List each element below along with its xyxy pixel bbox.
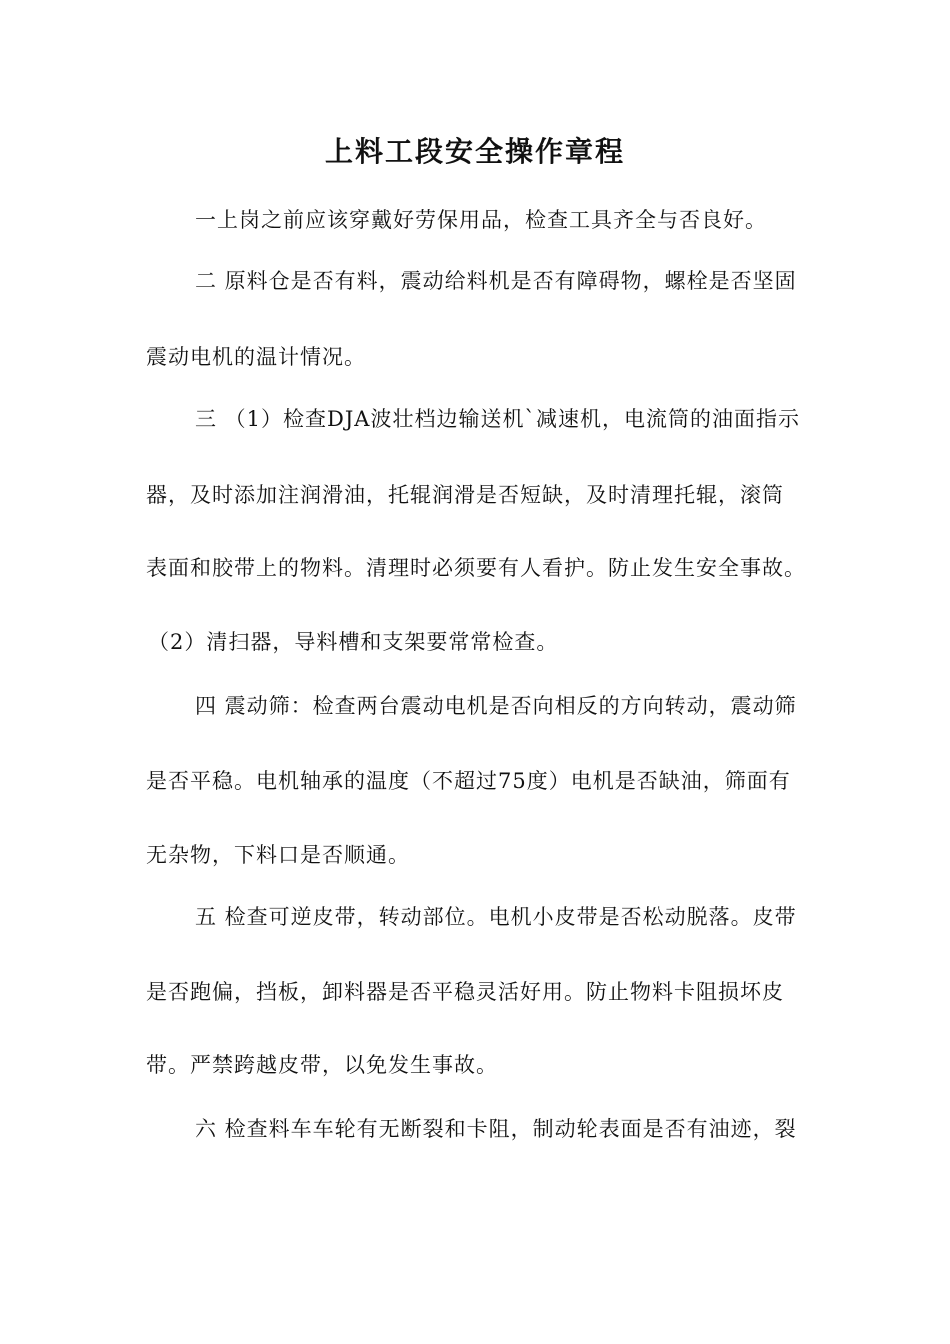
paragraph-line-2: 二 原料仓是否有料，震动给料机是否有障碍物，螺栓是否坚固: [195, 269, 797, 293]
paragraph-line-7: （2）清扫器，导料槽和支架要常常检查。: [148, 630, 559, 654]
paragraph-line-14: 六 检查料车车轮有无断裂和卡阻，制动轮表面是否有油迹，裂: [195, 1117, 797, 1141]
paragraph-line-9: 是否平稳。电机轴承的温度（不超过75度）电机是否缺油，筛面有: [146, 769, 791, 793]
paragraph-line-13: 带。严禁跨越皮带，以免发生事故。: [146, 1053, 498, 1077]
paragraph-line-3: 震动电机的温计情况。: [146, 345, 366, 369]
paragraph-line-4: 三 （1）检查DJA波壮档边输送机`减速机，电流筒的油面指示: [195, 407, 800, 431]
paragraph-line-8: 四 震动筛：检查两台震动电机是否向相反的方向转动，震动筛: [195, 694, 797, 718]
paragraph-line-11: 五 检查可逆皮带，转动部位。电机小皮带是否松动脱落。皮带: [195, 905, 797, 929]
paragraph-line-1: 一上岗之前应该穿戴好劳保用品，检查工具齐全与否良好。: [195, 208, 767, 232]
document-title: 上料工段安全操作章程: [324, 135, 625, 168]
paragraph-line-5: 器，及时添加注润滑油，托辊润滑是否短缺，及时清理托辊，滚筒: [146, 483, 784, 507]
paragraph-line-12: 是否跑偏，挡板，卸料器是否平稳灵活好用。防止物料卡阻损坏皮: [146, 980, 784, 1004]
paragraph-line-6: 表面和胶带上的物料。清理时必须要有人看护。防止发生安全事故。: [146, 556, 806, 580]
paragraph-line-10: 无杂物，下料口是否顺通。: [146, 843, 410, 867]
